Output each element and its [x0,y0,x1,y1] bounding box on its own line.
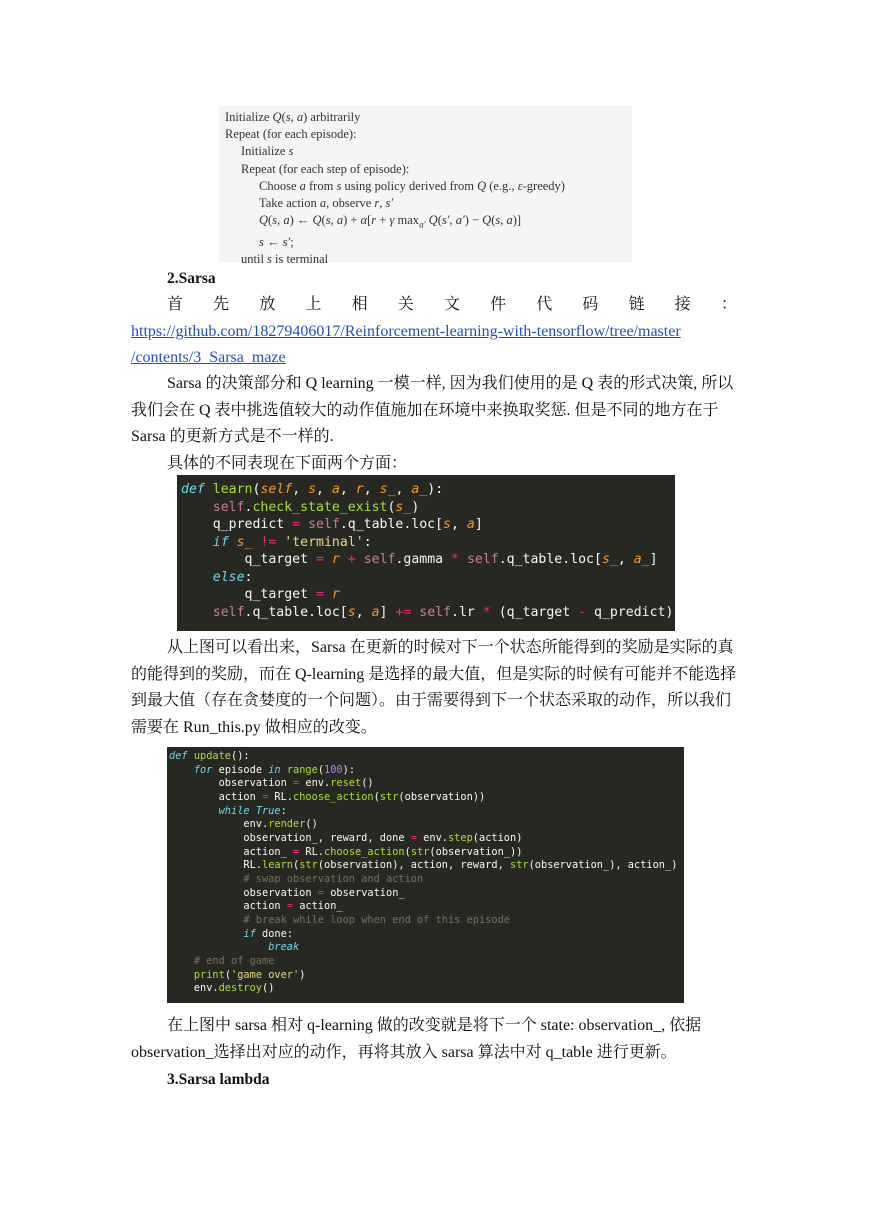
code-line: observation = observation_ [169,886,405,899]
code-line: else: [212,569,253,585]
code-line: self.check_state_exist(s_) [212,499,420,515]
paragraph-explanation [131,635,737,742]
code-line: action = action_ [169,900,343,913]
code-line: RL.learn(str(observation), action, reward, str(observation_), action_) [169,859,678,872]
intro-char: 件 [490,296,507,313]
algo-line: Repeat (for each episode): [225,127,357,142]
paragraph-text: 在上图中 sarsa 相对 q-learning 做的改变就是将下一个 state: observation_, 依据 observation_选择出对应的动作，再将其放入 sarsa 算法中对 q_table 进行更新。 [131,1017,702,1061]
code-line: action = RL.choose_action(str(observation)) [169,790,486,803]
code-line: def update(): [169,750,250,762]
algo-line: Q(s, a) ← Q(s, a) + α[r + γ $\max_{a'} Q(s'$, a′) − Q(s, a)] [259,213,522,230]
code-line: action_ = RL.choose_action(str(observation_)) [169,845,523,858]
section-heading-sarsa: 2.Sarsa [167,270,216,287]
code-line: def learn(self, s, a, r, s_, a_): [181,482,444,497]
code-line: env.render() [169,818,318,831]
intro-line [131,292,737,319]
intro-char: 首 [167,296,184,313]
paragraph-text: 具体的不同表现在下面两个方面： [167,455,408,472]
intro-char: 上 [305,296,322,313]
paragraph-decision [131,371,737,451]
intro-char: 接 [674,296,691,313]
intro-char: 关 [397,296,414,313]
algo-line: Repeat (for each step of episode): [241,161,410,176]
code-line: # break while loop when end of this episode [243,913,510,926]
code-update-screenshot [167,747,684,1003]
intro-char: 链 [628,296,645,313]
intro-paragraph [131,292,737,372]
intro-char: 相 [351,296,368,313]
code-line: while True: [218,804,287,817]
intro-char: ： [720,296,737,313]
sarsa-algorithm-figure [219,106,632,267]
algo-line: until s is terminal [241,252,329,267]
intro-char: 码 [582,296,599,313]
code-line: q_target = r + self.gamma * self.q_table.loc[s_, a_] [181,552,658,567]
section-heading-sarsa-lambda: 3.Sarsa lambda [167,1071,270,1088]
code-line: q_target = r [181,587,340,602]
algo-line: Initialize s [241,144,294,159]
code-line: observation_, reward, done = env.step(action) [169,831,523,844]
paragraph-text: 从上图可以看出来，Sarsa 在更新的时候对下一个状态所能得到的奖励是实际的真的能得到的奖励，而在 Q-learning 是选择的最大值，但是实际的时候有可能并不能选择到最大值（存在贪婪度的一个问题）。由于需要得到下一个状态采取的动作，所以我们需要在 Run_this.py 做相应的改变。 [131,639,737,737]
github-link-line1[interactable]: https://github.com/18279406017/Reinforcement-learning-with-tensorflow/tree/master [131,322,681,340]
code-line: if s_ != 'terminal': [212,534,372,550]
paragraph-differences [131,451,737,478]
code-learn-screenshot [177,475,675,631]
code-line: observation = env.reset() [169,777,374,790]
code-line: break [268,941,300,954]
algo-line: Choose a from s using policy derived from Q (e.g., ε-greedy) [259,178,565,193]
intro-char: 先 [213,296,230,313]
algo-line: Initialize Q(s, a) arbitrarily [225,110,361,124]
code-line: env.destroy() [169,982,275,995]
github-link-line2[interactable]: /contents/3_Sarsa_maze [131,349,286,367]
code-line: print('game over') [193,968,306,981]
intro-char: 放 [259,296,276,313]
code-line: # end of game [193,954,275,967]
paragraph-text: Sarsa 的决策部分和 Q learning 一模一样, 因为我们使用的是 Q 表的形式决策, 所以我们会在 Q 表中挑选值较大的动作值施加在环境中来换取奖惩. 但是不同的地方在于 Sarsa 的更新方式是不一样的. [131,375,734,446]
code-line: q_predict = self.q_table.loc[s, a] [181,517,483,532]
code-line: for episode in range(100): [193,763,356,776]
code-line: self.q_table.loc[s, a] += self.lr * (q_target - q_predict) [212,604,674,620]
algo-line: Take action a, observe r, s′ [259,196,394,211]
intro-char: 文 [443,296,460,313]
code-line: # swap observation and action [243,872,424,885]
intro-char: 代 [536,296,553,313]
paragraph-change [131,1013,737,1066]
algo-line: s ← s′; [259,234,294,249]
code-line: if done: [243,927,294,940]
